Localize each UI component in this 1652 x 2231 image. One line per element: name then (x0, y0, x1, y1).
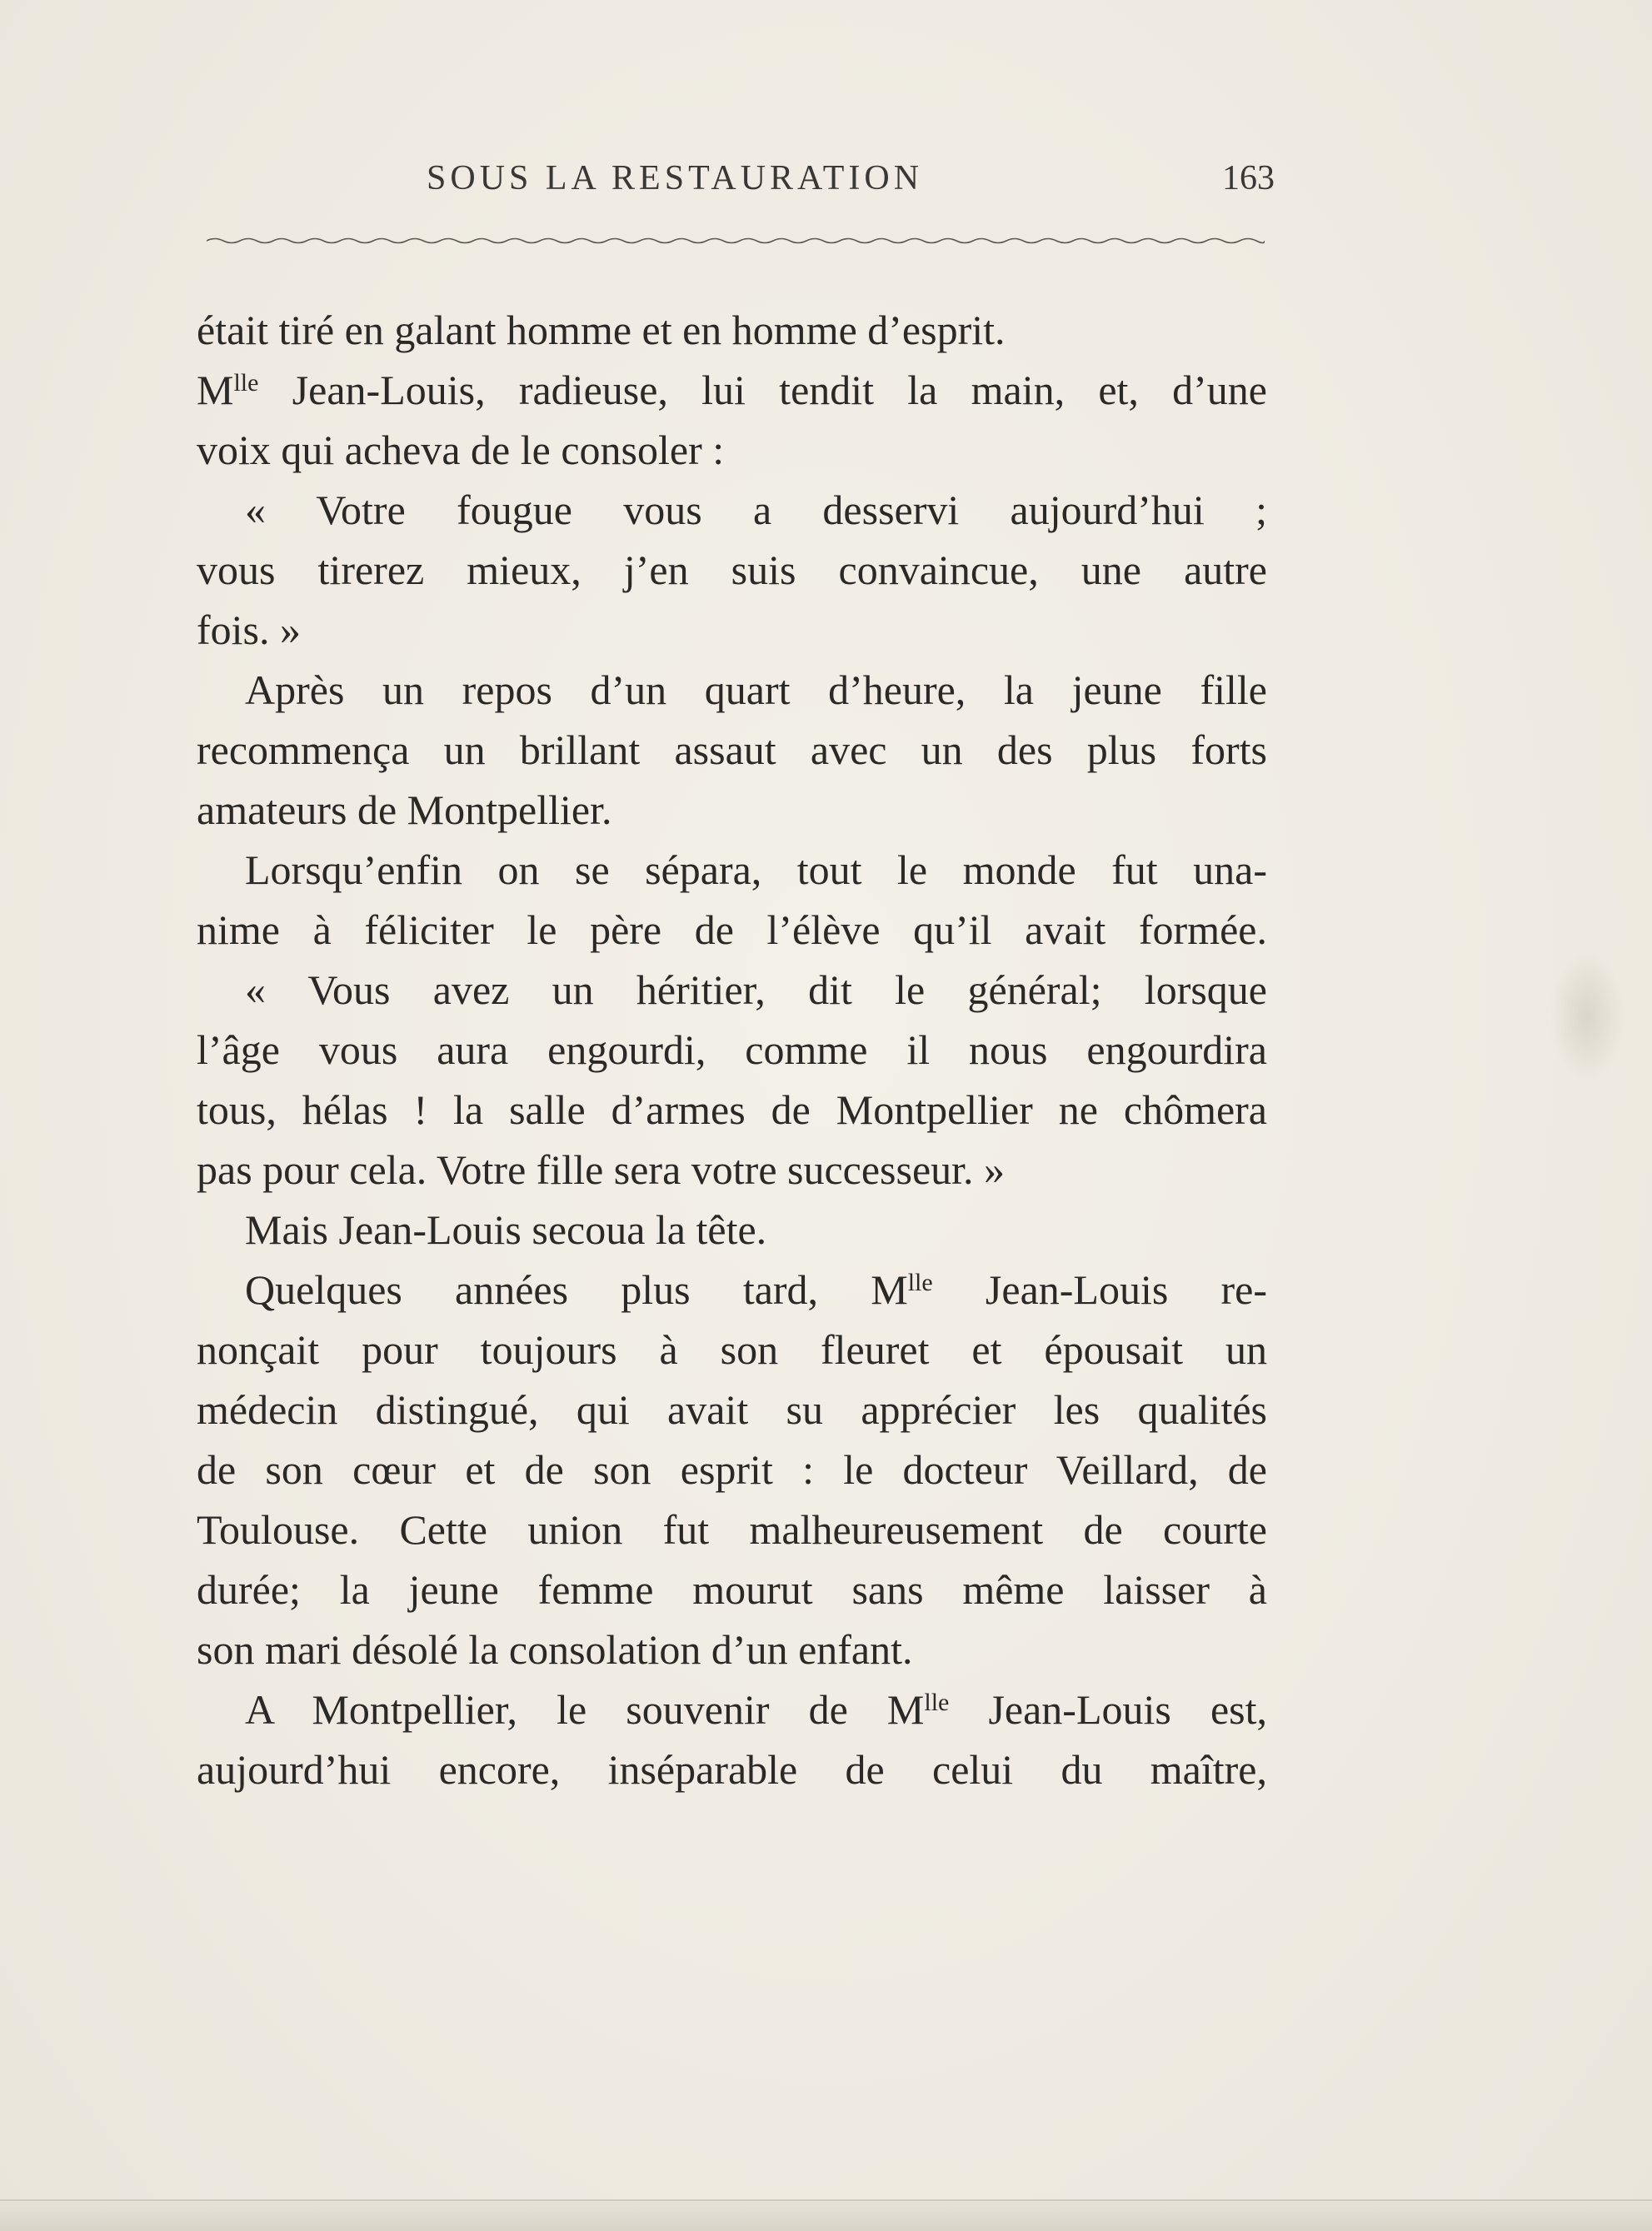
line-text: Jean-Louis, radieuse, lui tendit la main, et, d’une (258, 367, 1267, 413)
text-line (197, 1260, 1267, 1320)
text-line (197, 840, 1267, 900)
text-line (197, 780, 1267, 840)
line-text: aujourd’hui encore, inséparable de celui du maître, (197, 1746, 1267, 1793)
line-text: Quelques années plus tard, M (245, 1266, 908, 1313)
text-line (197, 420, 1267, 480)
text-line (197, 1380, 1267, 1440)
line-text: Toulouse. Cette union fut malheureusement de courte (197, 1506, 1267, 1553)
line-text: de son cœur et de son esprit : le docteur Veillard, de (197, 1446, 1267, 1493)
line-text: son mari désolé la consolation d’un enfant. (197, 1626, 913, 1673)
running-title: SOUS LA RESTAURATION (427, 159, 924, 197)
text-line (197, 1560, 1267, 1620)
line-text: pas pour cela. Votre fille sera votre successeur. » (197, 1146, 1006, 1193)
text-line (197, 1739, 1267, 1799)
text-line (197, 480, 1267, 540)
line-text: nonçait pour toujours à son fleuret et épousait un (197, 1326, 1267, 1373)
line-text: Lorsqu’enfin on se sépara, tout le monde fut una- (245, 846, 1267, 893)
text-line (197, 1200, 1267, 1260)
line-text: l’âge vous aura engourdi, comme il nous engourdira (197, 1026, 1267, 1073)
body-text (197, 300, 1267, 1799)
superscript-abbreviation: lle (233, 369, 259, 397)
superscript-abbreviation: lle (907, 1269, 933, 1296)
line-text: « Vous avez un héritier, dit le général; lorsque (245, 966, 1267, 1013)
line-text: durée; la jeune femme mourut sans même laisser à (197, 1566, 1267, 1613)
page-number: 163 (1222, 159, 1275, 197)
text-line (197, 1500, 1267, 1560)
line-text: fois. » (197, 606, 301, 653)
line-text: médecin distingué, qui avait su apprécier les qualités (197, 1386, 1267, 1433)
text-line (197, 1320, 1267, 1380)
text-line (197, 1440, 1267, 1500)
line-text: recommença un brillant assaut avec un des plus forts (197, 726, 1267, 773)
line-text: amateurs de Montpellier. (197, 786, 612, 833)
line-text: M (197, 367, 234, 413)
text-line (197, 720, 1267, 780)
page-header (200, 158, 1275, 208)
header-wavy-rule (207, 235, 1265, 247)
line-text: Après un repos d’un quart d’heure, la jeune fille (245, 666, 1267, 713)
line-text: nime à féliciter le père de l’élève qu’il avait formée. (197, 906, 1267, 953)
text-line (197, 1620, 1267, 1679)
text-line (197, 600, 1267, 660)
text-line (197, 1140, 1267, 1200)
line-text: voix qui acheva de le consoler : (197, 427, 725, 473)
page-bottom-edge (0, 2199, 1652, 2231)
line-text: Jean-Louis re- (932, 1266, 1267, 1313)
superscript-abbreviation: lle (924, 1689, 950, 1716)
text-line (197, 300, 1267, 360)
text-line (197, 900, 1267, 960)
text-line (197, 960, 1267, 1020)
text-line (197, 1679, 1267, 1739)
line-text: « Votre fougue vous a desservi aujourd’hui ; (245, 487, 1267, 533)
text-line (197, 540, 1267, 600)
line-text: vous tirerez mieux, j’en suis convaincue, une autre (197, 547, 1267, 593)
text-line (197, 660, 1267, 720)
paper-stain (1550, 950, 1625, 1083)
text-line (197, 1020, 1267, 1080)
text-line (197, 1080, 1267, 1140)
line-text: Jean-Louis est, (949, 1686, 1267, 1733)
line-text: A Montpellier, le souvenir de M (245, 1686, 925, 1733)
line-text: Mais Jean-Louis secoua la tête. (245, 1206, 767, 1253)
line-text: tous, hélas ! la salle d’armes de Montpellier ne chômera (197, 1086, 1267, 1133)
text-line (197, 360, 1267, 420)
line-text: était tiré en galant homme et en homme d’esprit. (197, 307, 1006, 353)
